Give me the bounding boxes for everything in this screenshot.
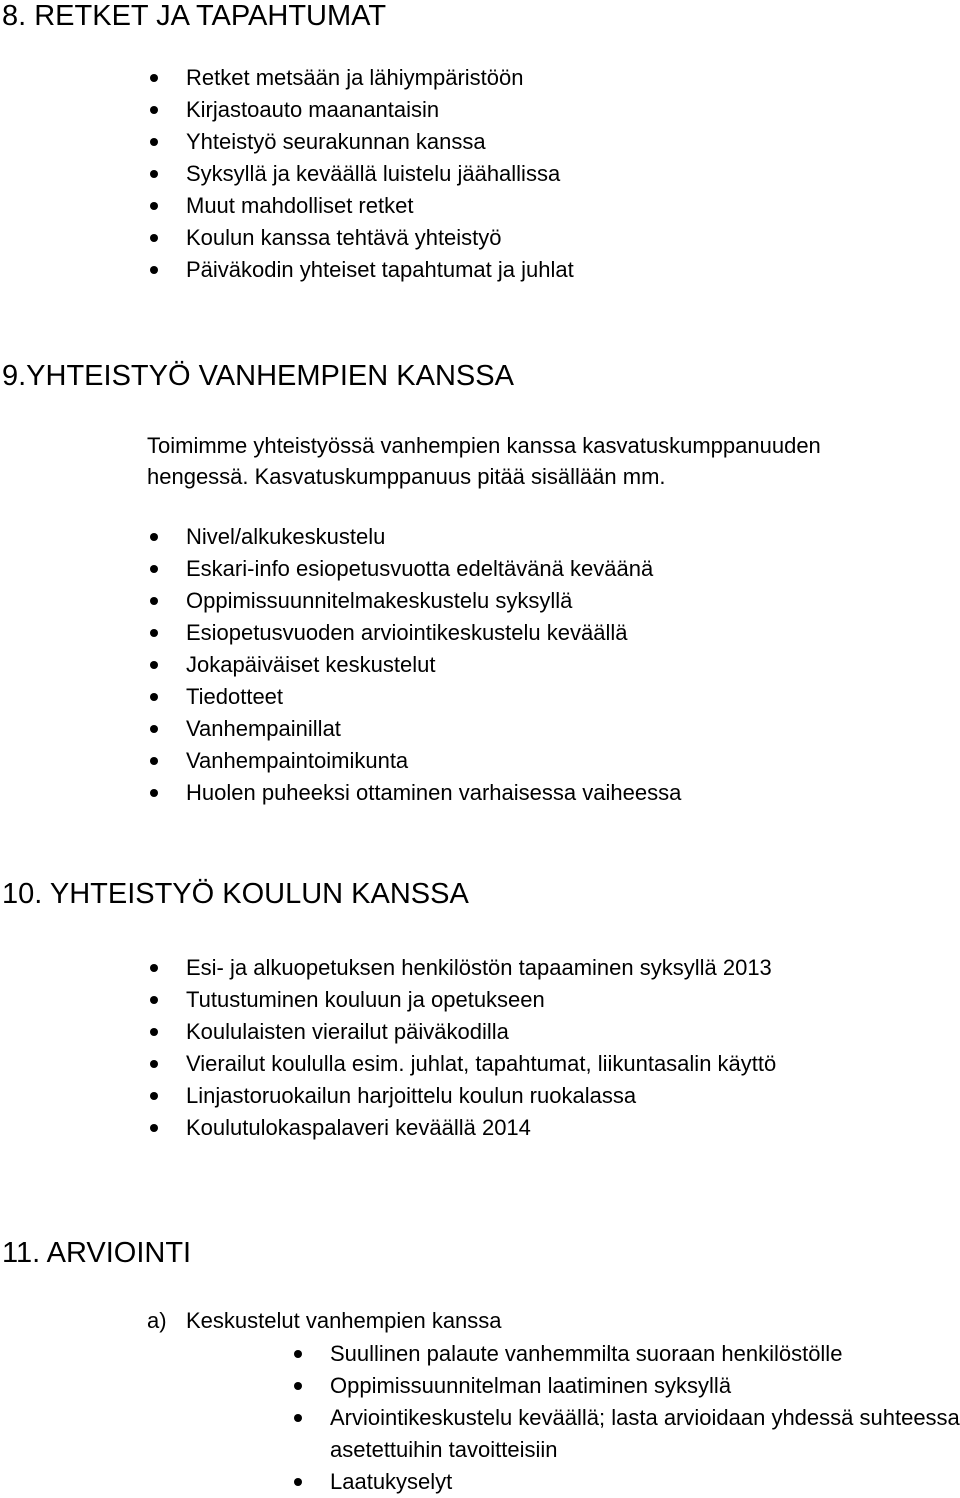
- list-item: Linjastoruokailun harjoittelu koulun ruokalassa: [186, 1080, 776, 1112]
- list-item: Koulun kanssa tehtävä yhteistyö: [186, 222, 574, 254]
- list-item: Huolen puheeksi ottaminen varhaisessa vaiheessa: [186, 777, 681, 809]
- bullet-icon: [294, 1382, 302, 1390]
- bullet-icon: [150, 170, 158, 178]
- list-item: Vanhempainillat: [186, 713, 681, 745]
- bullet-icon: [150, 996, 158, 1004]
- bullet-icon: [150, 757, 158, 765]
- section-9-heading: 9.YHTEISTYÖ VANHEMPIEN KANSSA: [2, 360, 514, 392]
- section-9-intro-line-2: hengessä. Kasvatuskumppanuus pitää sisällään mm.: [147, 464, 666, 489]
- bullet-icon: [150, 789, 158, 797]
- bullet-icon: [150, 964, 158, 972]
- bullet-icon: [150, 234, 158, 242]
- section-8-heading: 8. RETKET JA TAPAHTUMAT: [2, 0, 387, 32]
- list-item: Koulutulokaspalaveri keväällä 2014: [186, 1112, 776, 1144]
- list-item: Jokapäiväiset keskustelut: [186, 649, 681, 681]
- bullet-icon: [150, 1060, 158, 1068]
- bullet-icon: [294, 1350, 302, 1358]
- bullet-icon: [294, 1478, 302, 1486]
- section-9-intro-line-1: Toimimme yhteistyössä vanhempien kanssa kasvatuskumppanuuden: [147, 433, 821, 458]
- list-item: Koululaisten vierailut päiväkodilla: [186, 1016, 776, 1048]
- bullet-icon: [150, 565, 158, 573]
- bullet-icon: [150, 1028, 158, 1036]
- section-8-list: [186, 62, 574, 286]
- list-item: Retket metsään ja lähiympäristöön: [186, 62, 574, 94]
- list-item: Oppimissuunnitelman laatiminen syksyllä: [330, 1370, 960, 1402]
- list-item: Kirjastoauto maanantaisin: [186, 94, 574, 126]
- list-item: Nivel/alkukeskustelu: [186, 521, 681, 553]
- list-item: Päiväkodin yhteiset tapahtumat ja juhlat: [186, 254, 574, 286]
- bullet-icon: [150, 693, 158, 701]
- list-item: Oppimissuunnitelmakeskustelu syksyllä: [186, 585, 681, 617]
- bullet-icon: [150, 1092, 158, 1100]
- list-item: Suullinen palaute vanhemmilta suoraan henkilöstölle: [330, 1338, 960, 1370]
- bullet-icon: [294, 1414, 302, 1422]
- list-item: Eskari-info esiopetusvuotta edeltävänä keväänä: [186, 553, 681, 585]
- bullet-icon: [150, 106, 158, 114]
- section-9-list: [186, 521, 681, 809]
- bullet-icon: [150, 661, 158, 669]
- list-item: Muut mahdolliset retket: [186, 190, 574, 222]
- bullet-icon: [150, 725, 158, 733]
- list-item: Vierailut koululla esim. juhlat, tapahtumat, liikuntasalin käyttö: [186, 1048, 776, 1080]
- list-item: Laatukyselyt: [330, 1466, 960, 1498]
- bullet-icon: [150, 533, 158, 541]
- bullet-icon: [150, 74, 158, 82]
- list-item: Syksyllä ja keväällä luistelu jäähallissa: [186, 158, 574, 190]
- list-item: Esi- ja alkuopetuksen henkilöstön tapaaminen syksyllä 2013: [186, 952, 776, 984]
- list-item: Vanhempaintoimikunta: [186, 745, 681, 777]
- list-item: Tiedotteet: [186, 681, 681, 713]
- list-item: Tutustuminen kouluun ja opetukseen: [186, 984, 776, 1016]
- bullet-icon: [150, 1124, 158, 1132]
- section-10-list: [186, 952, 776, 1144]
- list-item: Esiopetusvuoden arviointikeskustelu keväällä: [186, 617, 681, 649]
- subsection-a-marker: a): [147, 1308, 167, 1333]
- bullet-icon: [150, 266, 158, 274]
- section-11-list: [330, 1338, 960, 1498]
- bullet-icon: [150, 138, 158, 146]
- list-item: Yhteistyö seurakunnan kanssa: [186, 126, 574, 158]
- section-10-heading: 10. YHTEISTYÖ KOULUN KANSSA: [2, 878, 469, 910]
- bullet-icon: [150, 597, 158, 605]
- subsection-a-label: Keskustelut vanhempien kanssa: [186, 1308, 502, 1333]
- bullet-icon: [150, 202, 158, 210]
- section-11-heading: 11. ARVIOINTI: [2, 1237, 192, 1269]
- bullet-icon: [150, 629, 158, 637]
- list-item: Arviointikeskustelu keväällä; lasta arvioidaan yhdessä suhteessa asetettuihin tavoitteisiin: [330, 1402, 960, 1466]
